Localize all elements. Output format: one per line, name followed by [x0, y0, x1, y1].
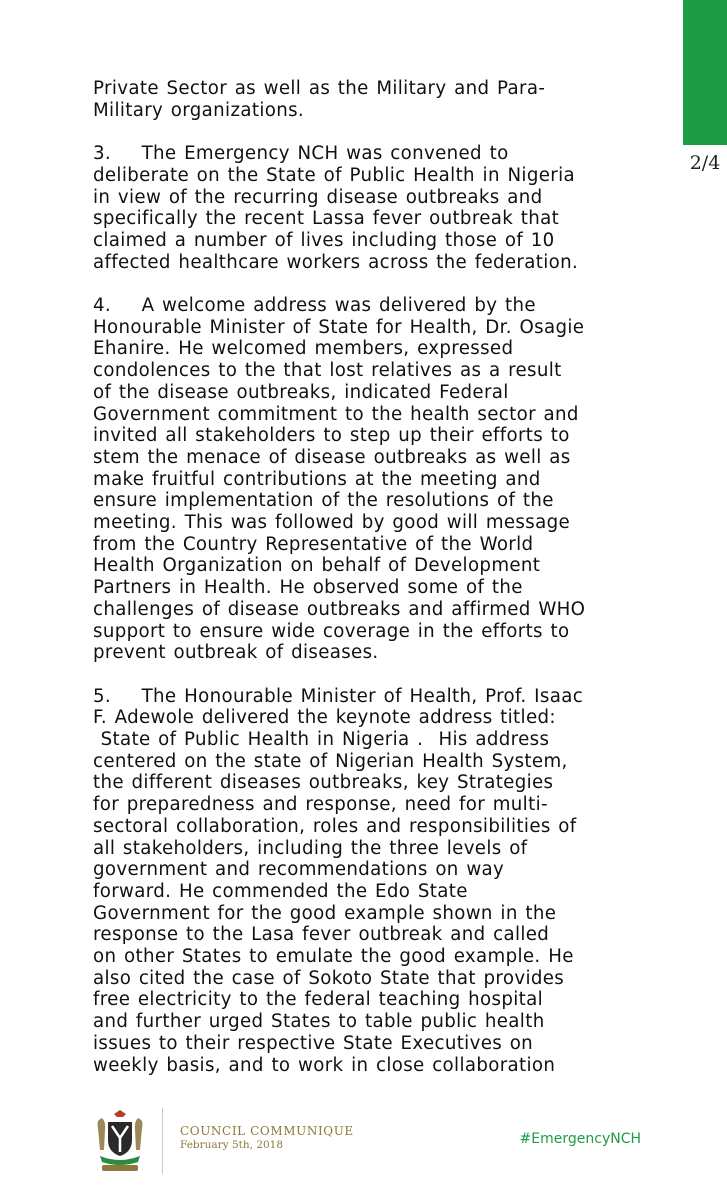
- page-number: 2/4: [689, 152, 721, 174]
- coat-of-arms-icon: [92, 1108, 148, 1174]
- footer-divider: [162, 1108, 163, 1174]
- paragraph-continuation: Private Sector as well as the Military and Para- Military organizations.: [93, 78, 546, 121]
- footer-date: February 5th, 2018: [180, 1139, 284, 1151]
- document-body: [93, 78, 668, 1076]
- paragraph-4: 4. A welcome address was delivered by the Honourable Minister of State for Health, Dr. Osagie Ehanire. He welcomed members, expressed condolences to the that lost relatives as a result of the disease outbreaks, indicated Federal Government commitment to the health sector and invited all stakeholders to step up their efforts to stem the menace of disease outbreaks as well as make fruitful contributions at the meeting and ensure implementation of the resolutions of the meeting. This was followed by good will message from the Country Representative of the World Health Organization on behalf of Development Partners in Health. He observed some of the challenges of disease outbreaks and affirmed WHO support to ensure wide coverage in the efforts to prevent outbreak of diseases.: [93, 295, 586, 664]
- paragraph-5: 5. The Honourable Minister of Health, Prof. Isaac F. Adewole delivered the keynote address titled: State of Public Health in Nigeria . His address centered on the state of Nigerian Health System, the different diseases outbreaks, key Strategies for preparedness and response, need for multi- sectoral collaboration, roles and responsibilities of all stakeholders, including the three levels of government and recommendations on way forward. He commended the Edo State Government for the good example shown in the response to the Lasa fever outbreak and called on other States to emulate the good example. He also cited the case of Sokoto State that provides free electricity to the federal teaching hospital and further urged States to table public health issues to their respective State Executives on weekly basis, and to work in close collaboration: [93, 685, 584, 1076]
- paragraph-3: 3. The Emergency NCH was convened to deliberate on the State of Public Health in Nigeria in view of the recurring disease outbreaks and specifically the recent Lassa fever outbreak that claimed a number of lives including those of 10 affected healthcare workers across the federation.: [93, 143, 579, 273]
- page-accent-tab: [683, 0, 727, 145]
- hashtag-label: #EmergencyNCH: [519, 1131, 641, 1147]
- footer-title: COUNCIL COMMUNIQUE: [180, 1124, 354, 1138]
